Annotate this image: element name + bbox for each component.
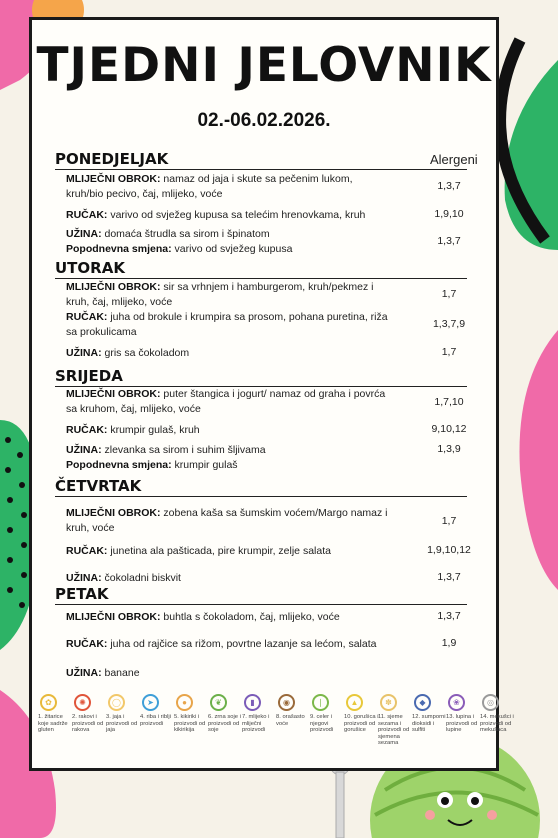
allergen-legend-item <box>412 694 446 734</box>
meal-row: RUČAK: junetina ala pašticada, pire krumpir, zelje salata <box>66 545 331 557</box>
meal-row: MLIJEČNI OBROK: puter štangica i jogurt/ namaz od graha i povrća sa kruhom, čaj, mlijeko, voće <box>66 388 386 415</box>
nut-icon: ◉ <box>278 694 295 711</box>
lupin-icon: ❀ <box>448 694 465 711</box>
allergen-legend-label: 9. celer i njegovi proizvodi <box>310 714 334 734</box>
sulfite-icon: ◆ <box>414 694 431 711</box>
allergen-legend-label: 1. žitarice koje sadrže gluten <box>38 714 68 734</box>
allergens-header: Alergeni <box>430 152 478 167</box>
allergen-legend-item <box>344 694 378 734</box>
crab-icon: ✺ <box>74 694 91 711</box>
meal-allergens: 1,3,7 <box>437 235 461 247</box>
meal-allergens: 1,3,7,9 <box>432 318 466 330</box>
sesame-icon: ✽ <box>380 694 397 711</box>
day-heading: ČETVRTAK <box>55 478 467 497</box>
meal-row: RUČAK: krumpir gulaš, kruh <box>66 424 200 436</box>
egg-icon: ◯ <box>108 694 125 711</box>
meal-row: RUČAK: varivo od svježeg kupusa sa telećim hrenovkama, kruh <box>66 209 366 221</box>
allergen-legend-item <box>446 694 480 734</box>
day-heading: PETAK <box>55 586 467 605</box>
allergen-legend-item <box>310 694 344 734</box>
allergen-legend-label: 4. riba i riblji proizvodi <box>140 714 171 727</box>
meal-allergens: 1,3,9 <box>437 443 461 455</box>
meal-allergens: 1,3,7 <box>437 571 461 583</box>
allergen-legend <box>38 694 514 774</box>
meal-allergens: 9,10,12 <box>431 423 467 435</box>
meal-row: UŽINA: domaća štrudla sa sirom i špinatom Popodnevna smjena: varivo od svježeg kupusa <box>66 228 293 255</box>
allergen-legend-label: 3. jaja i proizvodi od jaja <box>106 714 138 734</box>
meal-allergens: 1,7 <box>441 346 457 358</box>
wheat-icon: ✿ <box>40 694 57 711</box>
allergen-legend-label: 12. sumporni dioksidi i sulfiti <box>412 714 446 734</box>
day-heading: PONEDJELJAK <box>55 151 467 170</box>
allergen-legend-label: 13. lupina i proizvodi od lupine <box>446 714 478 734</box>
celery-icon: ❘ <box>312 694 329 711</box>
day-heading: UTORAK <box>55 260 467 279</box>
meal-row: UŽINA: gris sa čokoladom <box>66 347 190 359</box>
day-heading: SRIJEDA <box>55 368 467 387</box>
meal-row: UŽINA: banane <box>66 667 140 679</box>
date-range: 02.-06.02.2026. <box>197 110 331 131</box>
allergen-legend-item <box>140 694 174 727</box>
allergen-legend-label: 10. gorušica i proizvodi od gorušice <box>344 714 379 734</box>
meal-row: MLIJEČNI OBROK: zobena kaša sa šumskim voćem/Margo namaz i kruh, voće <box>66 507 388 534</box>
meal-row: MLIJEČNI OBROK: buhtla s čokoladom, čaj, mlijeko, voće <box>66 611 340 623</box>
soy-icon: ❦ <box>210 694 227 711</box>
allergen-legend-item <box>38 694 72 734</box>
allergen-legend-item <box>480 694 514 734</box>
allergen-legend-label: 7. mlijeko i mliječni proizvodi <box>242 714 270 734</box>
meal-allergens: 1,3,7 <box>437 180 461 192</box>
pink-blob-right <box>519 330 558 590</box>
meal-allergens: 1,7 <box>441 288 457 300</box>
menu-panel <box>29 17 514 771</box>
meal-allergens: 1,3,7 <box>437 610 461 622</box>
allergen-legend-label: 11. sjeme sezama i proizvodi od sjemena sezama <box>378 714 410 747</box>
allergen-legend-label: 5. kikiriki i proizvodi od kikirikija <box>174 714 206 734</box>
allergen-legend-item <box>174 694 208 734</box>
allergen-legend-label: 2. rakovi i proizvodi od rakova <box>72 714 104 734</box>
allergen-legend-item <box>208 694 242 734</box>
allergen-legend-item <box>378 694 412 747</box>
meal-row: RUČAK: juha od brokule i krumpira sa prosom, pohana puretina, riža sa prokulicama <box>66 311 388 338</box>
meal-allergens: 1,9,10,12 <box>427 544 471 556</box>
allergen-legend-label: 6. zrna soje i proizvodi od soje <box>208 714 241 734</box>
allergen-legend-label: 8. orašasto voće <box>276 714 305 727</box>
fish-icon: ➤ <box>142 694 159 711</box>
page-title: TJEDNI JELOVNIK <box>36 38 492 93</box>
allergen-legend-label: 14. mekušci i proizvodi od mekušaca <box>480 714 514 734</box>
milk-icon: ▮ <box>244 694 261 711</box>
mollusc-icon: ◎ <box>482 694 499 711</box>
meal-row: UŽINA: čokoladni biskvit <box>66 572 181 584</box>
allergen-legend-item <box>106 694 140 734</box>
meal-row: MLIJEČNI OBROK: sir sa vrhnjem i hamburgerom, kruh/pekmez i kruh, čaj, mlijeko, voće <box>66 281 374 308</box>
allergen-legend-item <box>242 694 276 734</box>
mustard-icon: ▲ <box>346 694 363 711</box>
meal-allergens: 1,7,10 <box>434 396 464 408</box>
meal-allergens: 1,9,10 <box>434 208 464 220</box>
meal-row: RUČAK: juha od rajčice sa rižom, povrtne lazanje sa lećom, salata <box>66 638 377 650</box>
meal-allergens: 1,9 <box>441 637 457 649</box>
meal-row: UŽINA: zlevanka sa sirom i suhim šljivama Popodnevna smjena: krumpir gulaš <box>66 444 266 471</box>
meal-allergens: 1,7 <box>441 515 457 527</box>
meal-row: MLIJEČNI OBROK: namaz od jaja i skute sa pečenim lukom, kruh/bio pecivo, čaj, mlijeko, voće <box>66 173 353 200</box>
allergen-legend-item <box>72 694 106 734</box>
allergen-legend-item <box>276 694 310 727</box>
peanut-icon: ● <box>176 694 193 711</box>
